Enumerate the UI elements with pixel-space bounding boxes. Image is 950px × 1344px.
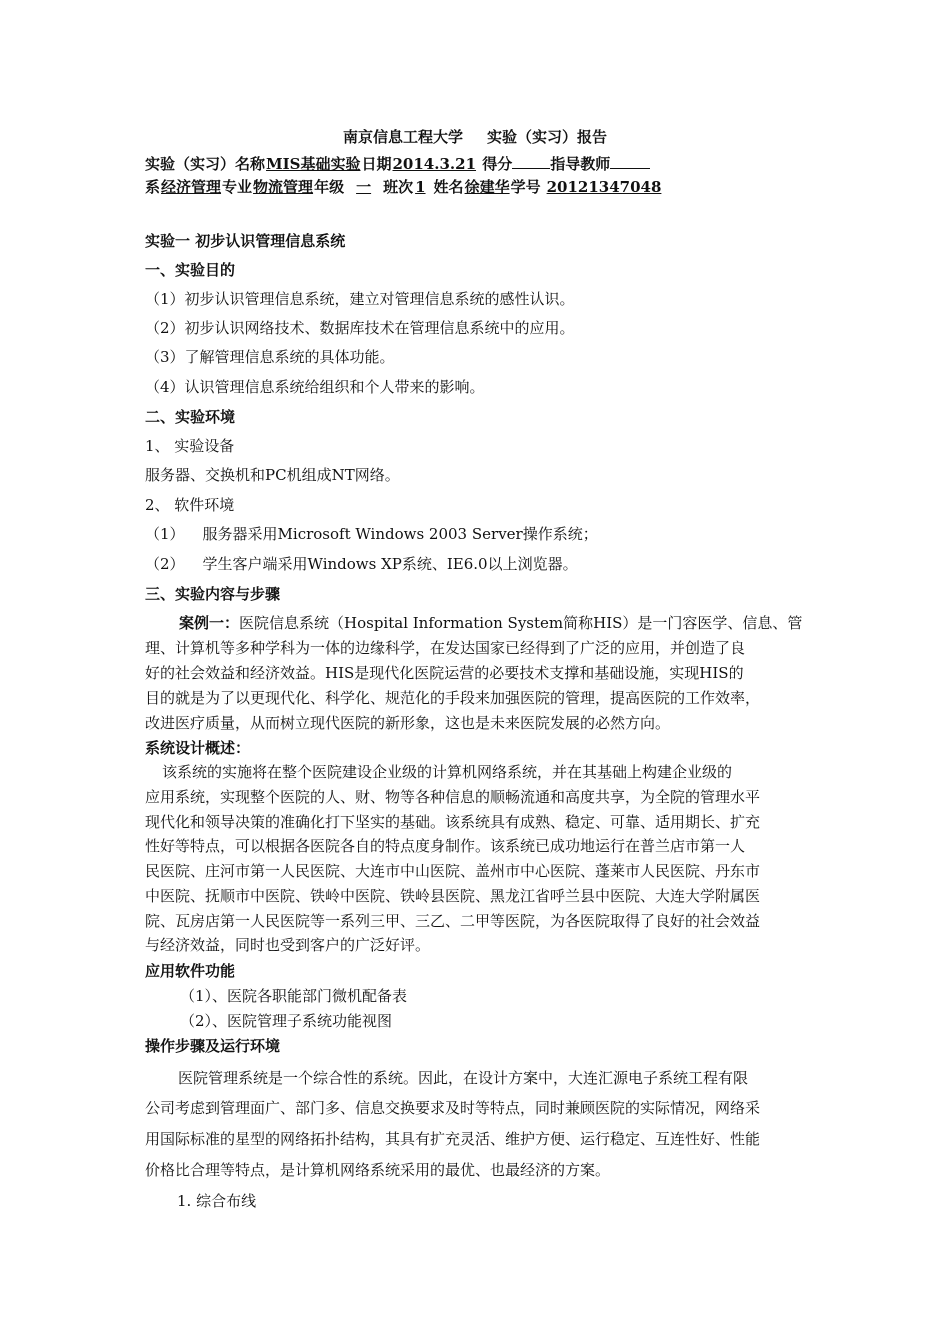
case-paragraph-line: 目的就是为了以更现代化、科学化、规范化的手段来加强医院的管理，提高医院的工作效率， [145,689,761,707]
class-value: 1 [415,178,426,196]
design-paragraph-line: 中医院、抚顺市中医院、铁岭中医院、铁岭县医院、黑龙江省呼兰县中医院、大连大学附属医 [145,887,761,905]
case-paragraph-line [179,613,802,633]
section-2-title: 二、实验环境 [145,408,236,426]
objective-item: （3）了解管理信息系统的具体功能。 [145,348,395,366]
design-overview-title: 系统设计概述： [145,739,251,757]
software-item [145,524,598,544]
design-paragraph-line: 应用系统，实现整个医院的人、财、物等各种信息的顺畅流通和高度共享，为全院的管理水平 [145,788,761,806]
wiring-heading: 1. 综合布线 [177,1192,257,1210]
software-item [145,554,578,574]
software-item-text: 服务器采用Microsoft Windows 2003 Server操作系统； [202,525,598,543]
teacher-label: 指导教师 [550,155,611,173]
design-paragraph-line: 现代化和领导决策的准确化打下坚实的基础。该系统具有成熟、稳定、可靠、适用期长、扩充 [145,813,761,831]
equipment-text: 服务器、交换机和PC机组成NT网络。 [145,466,400,484]
student-name-label: 姓名 [433,178,464,196]
header-line-2 [145,177,697,197]
header-line-1 [145,152,650,174]
student-id-value: 20121347048 [546,178,662,196]
function-item: （2）、医院管理子系统功能视图 [180,1012,393,1030]
date-value: 2014.3.21 [392,155,477,173]
software-item-number: （1） [145,525,185,543]
case-text: 医院信息系统（Hospital Information System简称HIS）是一门容医学、信息、管 [239,614,803,632]
case-paragraph-line: 好的社会效益和经济效益。HIS是现代化医院运营的必要技术支撑和基础设施，实现HIS的 [145,664,744,682]
dept-value: 经济管理 [161,178,222,196]
section-3-title: 三、实验内容与步骤 [145,585,281,603]
grade-label: 年级 [314,178,345,196]
operations-paragraph-line: 价格比合理等特点，是计算机网络系统采用的最优、也最经济的方案。 [145,1161,611,1179]
case-paragraph-line: 改进医疗质量，从而树立现代医院的新形象，这也是未来医院发展的必然方向。 [145,714,671,732]
student-id-label: 学号 [510,178,541,196]
design-paragraph-line: 与经济效益，同时也受到客户的广泛好评。 [145,936,431,954]
university-name: 南京信息工程大学 [342,128,463,146]
design-paragraph-line: 该系统的实施将在整个医院建设企业级的计算机网络系统，并在其基础上构建企业级的 [162,763,733,781]
operations-title: 操作步骤及运行环境 [145,1037,281,1055]
section-1-title: 一、实验目的 [145,261,236,279]
experiment-name-value: MIS基础实验 [266,155,361,173]
operations-paragraph-line: 公司考虑到管理面广、部门多、信息交换要求及时等特点，同时兼顾医院的实际情况，网络采 [145,1099,761,1117]
teacher-blank [610,152,650,169]
case-label: 案例一： [179,614,240,632]
date-label: 日期 [361,155,392,173]
design-paragraph-line: 民医院、庄河市第一人民医院、大连市中山医院、盖州市中心医院、蓬莱市人民医院、丹东市 [145,862,761,880]
design-paragraph-line: 院、瓦房店第一人民医院等一系列三甲、三乙、二甲等医院，为各医院取得了良好的社会效益 [145,912,761,930]
operations-paragraph-line: 用国际标准的星型的网络拓扑结构，其具有扩充灵活、维护方便、运行稳定、互连性好、性能 [145,1130,761,1148]
dept-label: 系 [145,178,161,196]
function-item: （1）、医院各职能部门微机配备表 [180,987,408,1005]
equipment-heading: 1、 实验设备 [145,437,235,455]
major-label: 专业 [222,178,253,196]
report-title [0,127,950,147]
software-item-number: （2） [145,555,185,573]
design-paragraph-line: 性好等特点，可以根据各医院各自的特点度身制作。该系统已成功地运行在普兰店市第一人 [145,837,746,855]
operations-paragraph-line: 医院管理系统是一个综合性的系统。因此，在设计方案中，大连汇源电子系统工程有限 [178,1069,749,1087]
objective-item: （1）初步认识管理信息系统，建立对管理信息系统的感性认识。 [145,290,575,308]
software-item-text: 学生客户端采用Windows XP系统、IE6.0以上浏览器。 [202,555,578,573]
class-label: 班次 [383,178,414,196]
score-label: 得分 [482,155,513,173]
objective-item: （4）认识管理信息系统给组织和个人带来的影响。 [145,378,485,396]
case-paragraph-line: 理、计算机等多种学科为一体的边缘科学，在发达国家已经得到了广泛的应用，并创造了良 [145,639,746,657]
experiment-title: 实验一 初步认识管理信息系统 [145,232,346,250]
score-blank [512,152,550,169]
experiment-name-label: 实验（实习）名称 [145,155,266,173]
objective-item: （2）初步认识网络技术、数据库技术在管理信息系统中的应用。 [145,319,575,337]
software-heading: 2、 软件环境 [145,496,235,514]
student-name-value: 徐建华 [464,178,510,196]
grade-value: 一 [356,178,372,196]
functions-title: 应用软件功能 [145,962,236,980]
major-value: 物流管理 [253,178,314,196]
report-type: 实验（实习）报告 [487,128,608,146]
